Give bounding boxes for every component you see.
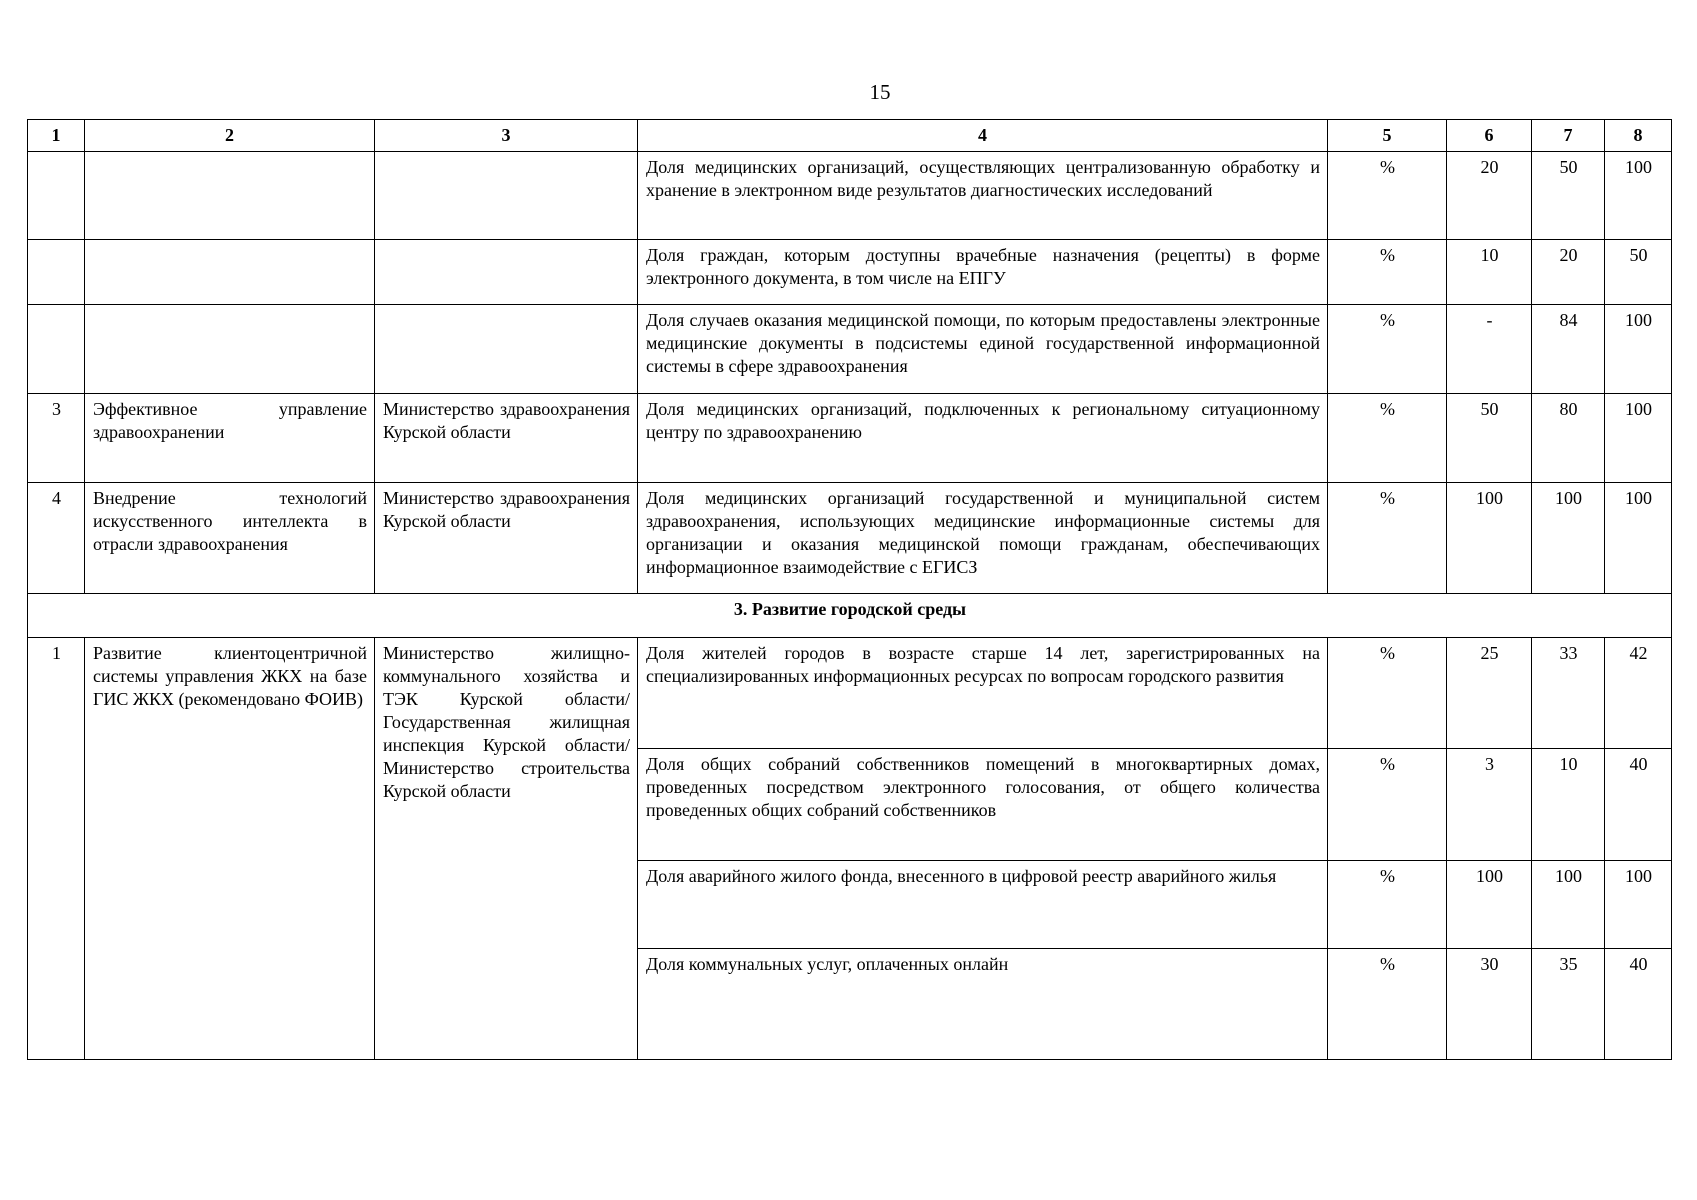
unit: % [1328,638,1447,749]
table-row [28,305,1672,394]
column-header: 4 [638,120,1328,152]
value-col8: 40 [1605,949,1672,1060]
section-row [28,594,1672,638]
value-col7: 50 [1532,152,1605,240]
value-col7: 33 [1532,638,1605,749]
table-row [28,240,1672,305]
value-col8: 100 [1605,305,1672,394]
responsible-org [375,152,638,240]
indicator-text: Доля общих собраний собственников помещений в многоквартирных домах, проведенных посредством электронного голосования, от общего количества проведенных общих собраний собственников [638,749,1328,861]
column-header: 6 [1447,120,1532,152]
indicator-text: Доля жителей городов в возрасте старше 14 лет, зарегистрированных на специализированных информационных ресурсах по вопросам городского развития [638,638,1328,749]
value-col6: 50 [1447,394,1532,483]
header-row [28,120,1672,152]
unit: % [1328,152,1447,240]
column-header: 3 [375,120,638,152]
indicator-text: Доля медицинских организаций государственной и муниципальной систем здравоохранения, использующих медицинские информационные системы для организации и оказания медицинской помощи гражданам, обеспечивающих информационное взаимодействие с ЕГИСЗ [638,483,1328,594]
unit: % [1328,749,1447,861]
value-col6: 100 [1447,861,1532,949]
responsible-org [375,305,638,394]
value-col8: 100 [1605,861,1672,949]
row-number: 1 [28,638,85,1060]
column-header: 2 [85,120,375,152]
project-name [85,240,375,305]
table-row [28,638,1672,749]
indicator-text: Доля коммунальных услуг, оплаченных онлайн [638,949,1328,1060]
unit: % [1328,394,1447,483]
table-row [28,483,1672,594]
project-name: Эффективное управление здравоохранении [85,394,375,483]
unit: % [1328,305,1447,394]
column-header: 8 [1605,120,1672,152]
responsible-org [375,240,638,305]
page-number: 15 [869,80,891,104]
table-row [28,394,1672,483]
value-col8: 42 [1605,638,1672,749]
value-col6: 20 [1447,152,1532,240]
responsible-org: Министерство жилищно-коммунального хозяйства и ТЭК Курской области/ Государственная жилищная инспекция Курской области/ Министерство строительства Курской области [375,638,638,1060]
value-col7: 10 [1532,749,1605,861]
unit: % [1328,483,1447,594]
value-col7: 84 [1532,305,1605,394]
indicators-table [27,119,1672,1060]
row-number [28,240,85,305]
unit: % [1328,240,1447,305]
row-number [28,152,85,240]
table-row [28,152,1672,240]
responsible-org: Министерство здравоохранения Курской области [375,394,638,483]
value-col6: 25 [1447,638,1532,749]
indicator-text: Доля медицинских организаций, осуществляющих централизованную обработку и хранение в электронном виде результатов диагностических исследований [638,152,1328,240]
indicator-text: Доля случаев оказания медицинской помощи, по которым предоставлены электронные медицинские документы в подсистемы единой государственной информационной системы в сфере здравоохранения [638,305,1328,394]
row-number: 4 [28,483,85,594]
row-number: 3 [28,394,85,483]
column-header: 5 [1328,120,1447,152]
column-header: 1 [28,120,85,152]
project-name [85,152,375,240]
project-name: Развитие клиентоцентричной системы управления ЖКХ на базе ГИС ЖКХ (рекомендовано ФОИВ) [85,638,375,1060]
value-col7: 100 [1532,483,1605,594]
unit: % [1328,861,1447,949]
value-col8: 100 [1605,483,1672,594]
unit: % [1328,949,1447,1060]
row-number [28,305,85,394]
value-col8: 100 [1605,394,1672,483]
responsible-org: Министерство здравоохранения Курской области [375,483,638,594]
indicator-text: Доля медицинских организаций, подключенных к региональному ситуационному центру по здравоохранению [638,394,1328,483]
indicator-text: Доля граждан, которым доступны врачебные назначения (рецепты) в форме электронного документа, в том числе на ЕПГУ [638,240,1328,305]
value-col6: - [1447,305,1532,394]
value-col6: 10 [1447,240,1532,305]
value-col8: 50 [1605,240,1672,305]
value-col6: 30 [1447,949,1532,1060]
value-col7: 20 [1532,240,1605,305]
value-col6: 3 [1447,749,1532,861]
value-col6: 100 [1447,483,1532,594]
value-col7: 80 [1532,394,1605,483]
column-header: 7 [1532,120,1605,152]
value-col8: 40 [1605,749,1672,861]
project-name [85,305,375,394]
indicator-text: Доля аварийного жилого фонда, внесенного в цифровой реестр аварийного жилья [638,861,1328,949]
section-title: 3. Развитие городской среды [28,594,1672,638]
project-name: Внедрение технологий искусственного интеллекта в отрасли здравоохранения [85,483,375,594]
value-col7: 35 [1532,949,1605,1060]
value-col7: 100 [1532,861,1605,949]
value-col8: 100 [1605,152,1672,240]
